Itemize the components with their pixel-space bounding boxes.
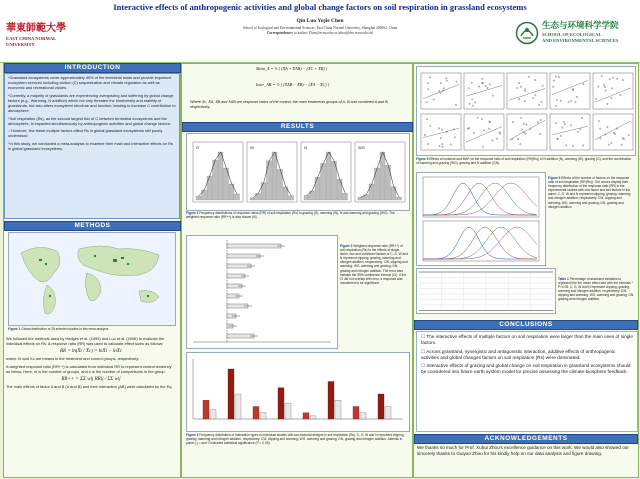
figure-3-effects (186, 235, 338, 349)
fig5-point (620, 94, 621, 95)
fig5-point (485, 85, 486, 86)
fig5-point (597, 86, 598, 87)
conclusions-header: CONCLUSIONS (414, 320, 638, 330)
fig5-point (607, 126, 608, 127)
fig5-point (538, 122, 539, 123)
table-1-grid (417, 269, 555, 313)
fig5-point (577, 131, 578, 132)
fig4-bar-secondary (360, 413, 366, 419)
fig5-point (483, 130, 484, 131)
fig5-fit-line (595, 88, 631, 102)
fig5-point (433, 99, 434, 100)
fig5-point (474, 102, 475, 103)
figure-3-caption: Figure 3 Weighted response ratio (RR++) of soil respiration (Rs) to the effects of single factor, two and combined factors of C, G, W and N represent clipping, grazing, warming and nitrogen addition, respectively. CW, clipping and warming; WG, warming and grazing; GN, grazing and nitrogen addition. The error bars indicate the 95% confidence interval (CI). If the CI did not overlap with zero, a response was considered to be significant. (340, 244, 408, 285)
fig5-point (481, 119, 482, 120)
fig3-effect-bar (227, 254, 260, 258)
fig5-point (621, 144, 622, 145)
fig5-point (473, 132, 474, 133)
methods-paragraph-1: We followed the methods used by Hedges et al. (1999) and Luo et al. (2006) to evaluate the individual effects on Rs. A response ratio (RR) was used to calculate effect sizes as follows: (6, 336, 165, 347)
fig5-point (612, 77, 613, 78)
fig5-point (596, 98, 597, 99)
fig5-point (456, 81, 457, 82)
fig5-point (540, 119, 541, 120)
equation-response-ratio: RR = ln(X̄t / X̄c) = lnX̄t − lnX̄c (59, 348, 123, 354)
fig5-point (622, 79, 623, 80)
fig3-effect-bar (227, 244, 281, 248)
fig2-bar (289, 196, 294, 200)
fig2-bar (261, 183, 266, 200)
figure-5-scatter (416, 66, 636, 156)
fig5-point (478, 86, 479, 87)
fig2-panel-label: WG (358, 145, 365, 150)
fig5-point (443, 88, 444, 89)
fig5-point (512, 121, 513, 122)
fig5-point (438, 90, 439, 91)
results-equations (186, 64, 408, 116)
conclusions-box (416, 331, 638, 432)
figure-2-plot (187, 134, 409, 210)
fig5-panel-frame (464, 114, 504, 150)
fig2-bar (218, 152, 223, 200)
fig5-point (553, 86, 554, 87)
intro-paragraph-1: *Grassland ecosystems cover approximately 40% of the terrestrial lands and provide important ecosystem services including carbon (C) sequestration and climate regulation as well as economic and recreational values. (8, 75, 171, 91)
fig5-panel-frame (421, 73, 461, 109)
fig4-bar (278, 388, 284, 419)
school-logo (515, 19, 635, 57)
authors: Qin Luo Yujie Chen (296, 18, 344, 24)
equation-interaction: Inter_AB = ½ [ (X̄AB − X̄B) − (X̄A − X̄C) ] (256, 82, 330, 87)
fig5-fit-line (509, 89, 545, 101)
figure-4-plot (187, 353, 409, 431)
methods-paragraph-4: The main effects of factor A and B (A and B) and their interaction (AB) were calculated by the Eq. (6, 384, 173, 390)
fig5-point (442, 143, 443, 144)
fig5-point (542, 85, 543, 86)
fig2-panel-label: N (304, 145, 307, 150)
fig5-point (528, 76, 529, 77)
fig5-fit-line (552, 126, 588, 135)
poster-title: Interactive effects of anthropogenic activities and global change factors on soil respiration in grassland ecosystems (113, 2, 527, 12)
fig6-curve (423, 227, 537, 259)
fig5-point (583, 83, 584, 84)
fig2-bar (304, 195, 309, 200)
fig6-curve (423, 227, 537, 259)
fig5-point (576, 96, 577, 97)
fig5-point (523, 123, 524, 124)
fig5-point (496, 138, 497, 139)
fig4-bar (378, 394, 384, 419)
fig5-point (426, 102, 427, 103)
figure-6-plot (417, 173, 545, 265)
fig5-fit-line (595, 121, 631, 140)
fig5-point (598, 121, 599, 122)
fig5-point (439, 145, 440, 146)
fig5-point (538, 104, 539, 105)
fig2-bar (256, 193, 261, 200)
fig4-bar-secondary (285, 403, 291, 419)
figure-5-plot (417, 67, 635, 155)
intro-paragraph-2: *Currently, a majority of grasslands are experiencing overgrazing and suffering by global change factors (e.g., Warming, N addition) which not only threaten the biodiversity and stability of grasslands, but also alters ecosystem structure and function, leading to increase C contribution to atmosphere. (8, 92, 176, 114)
conclusion-2: ☐ Across grassland, synergistic and antagonistic interaction, additive effects of anthropogenic activities and global changes factors on soil respiration (Rs) were dominated. (421, 348, 616, 360)
fig5-point (525, 88, 526, 89)
fig4-bar (353, 407, 359, 420)
fig5-point (608, 144, 609, 145)
equation-main-effect: Main_A = ½ [ (X̄A + X̄AB) − (X̄C + X̄B) ] (256, 66, 328, 71)
fig5-point (477, 117, 478, 118)
intro-paragraph-4: ✓However, few these multiple factors affect Rs in global grassland ecosystems still poorly understood. (8, 128, 163, 139)
fig5-point (605, 90, 606, 91)
fig5-point (440, 92, 441, 93)
fig5-point (518, 82, 519, 83)
fig5-point (600, 128, 601, 129)
fig5-point (521, 117, 522, 118)
fig5-panel-frame (421, 114, 461, 150)
fig2-panel-label: G (196, 145, 200, 150)
fig2-bar (250, 198, 255, 200)
fig6-panel-frame (423, 221, 539, 261)
fig2-bar (326, 152, 331, 200)
fig5-point (555, 76, 556, 77)
fig2-bar (380, 152, 385, 200)
figure-6-caption: Figure 6 Effects of the number of factors on the response ratio of soil respiration (RR(Rs)). The curves display their frequency distribution of the response ratio (RR) in the experimental studies with one factor and two factors in the panel. C, G, W and N represent clipping, grazing, warming and nitrogen addition, respectively. CW, clipping and warming; WG, warming and grazing; GN, grazing and nitrogen addition. (548, 176, 631, 209)
fig2-panel-label: W (250, 145, 254, 150)
fig4-bar-secondary (235, 394, 241, 419)
fig2-bar (391, 187, 396, 200)
conclusion-1: ☐ The interactive effects of multiple factors on soil respiration were larger than the main ones of single factors. (421, 334, 633, 345)
fig5-point (571, 100, 572, 101)
fig2-bar (397, 197, 402, 200)
fig5-point (426, 118, 427, 119)
fig4-bar (228, 369, 234, 419)
figure-4-interactions (186, 352, 410, 432)
fig5-point (424, 134, 425, 135)
fig5-point (441, 129, 442, 130)
school-logo-english-1: SCHOOL OF ECOLOGICAL (542, 32, 602, 37)
fig2-bar (272, 152, 277, 200)
fig5-point (430, 125, 431, 126)
methods-paragraph-2: where Xt and Xc are means in the treatment and control groups, respectively. (6, 356, 139, 362)
fig5-point (454, 137, 455, 138)
fig5-point (450, 144, 451, 145)
fig2-bar (202, 190, 207, 200)
fig5-point (553, 80, 554, 81)
fig5-point (612, 88, 613, 89)
fig5-point (623, 139, 624, 140)
fig5-point (440, 82, 441, 83)
fig4-bar (253, 407, 259, 420)
introduction-box (4, 73, 180, 219)
fig2-bar (369, 184, 374, 200)
fig5-point (555, 123, 556, 124)
fig5-point (446, 78, 447, 79)
fig5-fit-line (466, 85, 502, 96)
fig5-point (617, 78, 618, 79)
fig5-point (520, 86, 521, 87)
fig2-bar (375, 168, 380, 200)
school-logo-english-2: AND ENVIRONMENTAL SCIENCES (542, 38, 619, 43)
fig2-bar (207, 176, 212, 200)
fig5-point (492, 140, 493, 141)
fig5-point (526, 124, 527, 125)
figure-6-curves (416, 172, 546, 266)
fig5-fit-line (466, 127, 502, 143)
fig5-point (564, 123, 565, 124)
fig5-point (482, 78, 483, 79)
fig5-point (568, 101, 569, 102)
fig2-bar (196, 196, 201, 200)
fig5-point (472, 98, 473, 99)
school-emblem-icon (515, 21, 539, 45)
correspondence-label: Correspondence: (266, 31, 294, 35)
table-1 (416, 268, 556, 314)
fig5-point (628, 135, 629, 136)
fig5-point (581, 117, 582, 118)
figure-1-caption: Figure 1 Global distribution of 28 selected studies in this meta-analysis (8, 327, 109, 331)
ecnu-logo (6, 19, 121, 57)
fig5-panel-frame (507, 73, 547, 109)
fig4-bar (203, 400, 209, 419)
fig5-fit-line (552, 80, 588, 94)
fig5-point (525, 133, 526, 134)
fig5-point (487, 87, 488, 88)
fig5-point (555, 105, 556, 106)
fig4-bar-secondary (335, 400, 341, 419)
fig5-point (455, 104, 456, 105)
fig5-point (611, 142, 612, 143)
fig5-fit-line (509, 120, 545, 140)
fig3-effect-bar (227, 334, 254, 338)
fig2-bar (358, 197, 363, 200)
fig5-point (541, 101, 542, 102)
fig5-point (622, 138, 623, 139)
acknowledgements-text: We thanks so much for Prof. Xuhui Zhou's excellence guidance on this work. We would also showed our sincerely thanks to Guiyao Zhou for his kindly help on our data analysis and figure drawing. (417, 445, 629, 456)
fig5-point (499, 132, 500, 133)
affiliation: School of Ecological and Environmental Sciences, East China Normal University, Shanghai 200062, China (242, 26, 398, 30)
fig6-curve (423, 227, 537, 259)
fig5-point (582, 145, 583, 146)
fig5-fit-line (423, 85, 459, 99)
fig4-bar (303, 413, 309, 419)
fig4-bar-secondary (210, 410, 216, 419)
world-map-graphic (9, 233, 175, 325)
introduction-header: INTRODUCTION (4, 63, 181, 73)
fig5-panel-frame (593, 73, 633, 109)
fig5-point (572, 145, 573, 146)
fig5-panel-frame (550, 114, 590, 150)
fig5-point (488, 128, 489, 129)
fig5-point (489, 84, 490, 85)
fig5-point (614, 133, 615, 134)
fig5-point (560, 135, 561, 136)
methods-text (6, 336, 176, 392)
fig4-bar (328, 382, 334, 420)
results-header: RESULTS (182, 122, 413, 132)
fig5-point (442, 146, 443, 147)
figure-2-caption: Figure 2 Frequency distributions of response ratios (RR) of soil respiration (Rs) to grazing (G), warming (W), N and warming and grazing (WG). The weighted response ratio (RR++) is also shown (N). (186, 211, 395, 220)
fig5-point (492, 95, 493, 96)
fig5-point (565, 145, 566, 146)
methods-header: METHODS (4, 221, 181, 231)
fig5-point (446, 80, 447, 81)
fig4-bar-secondary (260, 413, 266, 419)
fig5-point (609, 79, 610, 80)
fig2-bar (343, 193, 348, 200)
fig4-bar-secondary (385, 407, 391, 420)
figure-3-plot (187, 236, 337, 348)
poster-header (0, 0, 640, 63)
fig5-point (472, 105, 473, 106)
fig5-point (533, 97, 534, 98)
equation-note: Where X̄c, X̄A, X̄B and X̄AB are response ratios of the control, the main treatments groups of A, B and combined A and B, respectively. (190, 100, 389, 109)
fig5-point (517, 138, 518, 139)
table-1-caption: Table 1 Percentage of assessed variables to represent the the mean effect size with the intervals * P<0.05. C, G, W and N represent clipping, grazing, warming and nitrogen addition, respectively. CW, clipping and warming; WG, warming and grazing; GN, grazing and nitrogen addition. (558, 277, 635, 302)
fig5-point (571, 125, 572, 126)
fig5-point (524, 100, 525, 101)
fig5-point (518, 98, 519, 99)
acknowledgements-header: ACKNOWLEDGEMENTS (414, 434, 638, 444)
fig5-point (427, 89, 428, 90)
figure-2-histograms (186, 133, 410, 211)
fig2-bar (315, 177, 320, 200)
fig5-point (613, 132, 614, 133)
fig5-point (482, 146, 483, 147)
fig5-point (521, 129, 522, 130)
fig4-bar-secondary (310, 416, 316, 419)
figure-4-caption: Figure 4 Frequency distribution of interaction types in individual studies with two-factorial designs in soil respiration (Rs). C, G, W and N represent clipping, grazing, warming and nitrogen addition, respectively. CW, clipping and warming; WG, warming and grazing; GN, grazing and nitrogen addition. Asterisk in panel (-) = and 0 indicated statistical significance (P < 0.05). (186, 433, 405, 446)
ecnu-logo-english-1: EAST CHINA NORMAL (6, 36, 57, 41)
fig5-point (427, 143, 428, 144)
fig5-point (575, 101, 576, 102)
fig5-point (517, 87, 518, 88)
fig5-fit-line (423, 128, 459, 137)
fig5-point (520, 144, 521, 145)
intro-paragraph-3: *Soil respiration (Rs), as the second largest flux of C between terrestrial ecosystems and the atmosphere, is impacted simultaneously by anthropogenic activities and global change factors. (8, 115, 171, 126)
fig5-point (558, 76, 559, 77)
ecnu-logo-chinese: 華東師範大學 (6, 23, 66, 34)
fig5-point (524, 90, 525, 91)
fig5-point (482, 82, 483, 83)
conclusion-3: ☐ Interactive effects of grazing and global change on soil respiration in grassland ecosystems should be considered into future earth system model for precise assessing the climate-biosphere feedback. (421, 363, 631, 374)
figure-5-caption: Figure 5 Effects of moisture and MAP on the response ratio of soil respiration (RR(Rs)) of N addition (N), warming (W), grazing (G), and the combination of warming and grazing (WG), grazing and N addition (GN). (416, 157, 632, 166)
intro-paragraph-5: *In this study, we conducted a meta-analysis to examine their main and interactive effects on Rs in global grassland ecosystems. (8, 141, 173, 152)
fig5-point (535, 79, 536, 80)
school-logo-chinese: 生态与环境科学学院 (542, 21, 619, 31)
fig5-point (535, 95, 536, 96)
fig5-point (469, 103, 470, 104)
fig5-point (563, 121, 564, 122)
correspondence-value: to author: Zhou@ecnu.edu.cn (zhou@des.ecnu.edu.cn) (293, 31, 374, 35)
fig5-point (560, 100, 561, 101)
fig5-point (603, 84, 604, 85)
fig5-point (540, 133, 541, 134)
fig6-panel-frame (423, 177, 539, 217)
fig5-point (607, 103, 608, 104)
fig2-bar (267, 161, 272, 200)
fig5-panel-frame (550, 73, 590, 109)
fig2-bar (235, 194, 240, 200)
figure-1-world-map (8, 232, 176, 326)
correspondence (200, 31, 440, 35)
fig5-point (438, 128, 439, 129)
fig5-panel-frame (593, 114, 633, 150)
fig5-point (429, 77, 430, 78)
fig5-point (611, 97, 612, 98)
fig5-point (601, 75, 602, 76)
methods-paragraph-3: A weighted response ratio (RR++) is calculated from individual RR to represent central tendency as below. Here, m is the number of groups, and k is the number of comparisons in the group. (6, 363, 172, 374)
fig5-point (427, 83, 428, 84)
equation-weighted-ratio: RR++ = ΣΣ wij RRij / ΣΣ wij (61, 376, 121, 382)
fig6-curve (423, 227, 537, 259)
fig5-point (440, 137, 441, 138)
fig5-point (600, 138, 601, 139)
fig5-point (604, 86, 605, 87)
fig6-curve (423, 183, 537, 215)
fig5-point (580, 129, 581, 130)
ecnu-logo-english-2: UNIVERSITY (6, 41, 35, 47)
fig5-point (471, 82, 472, 83)
fig5-point (468, 88, 469, 89)
fig5-point (562, 127, 563, 128)
fig5-point (557, 99, 558, 100)
